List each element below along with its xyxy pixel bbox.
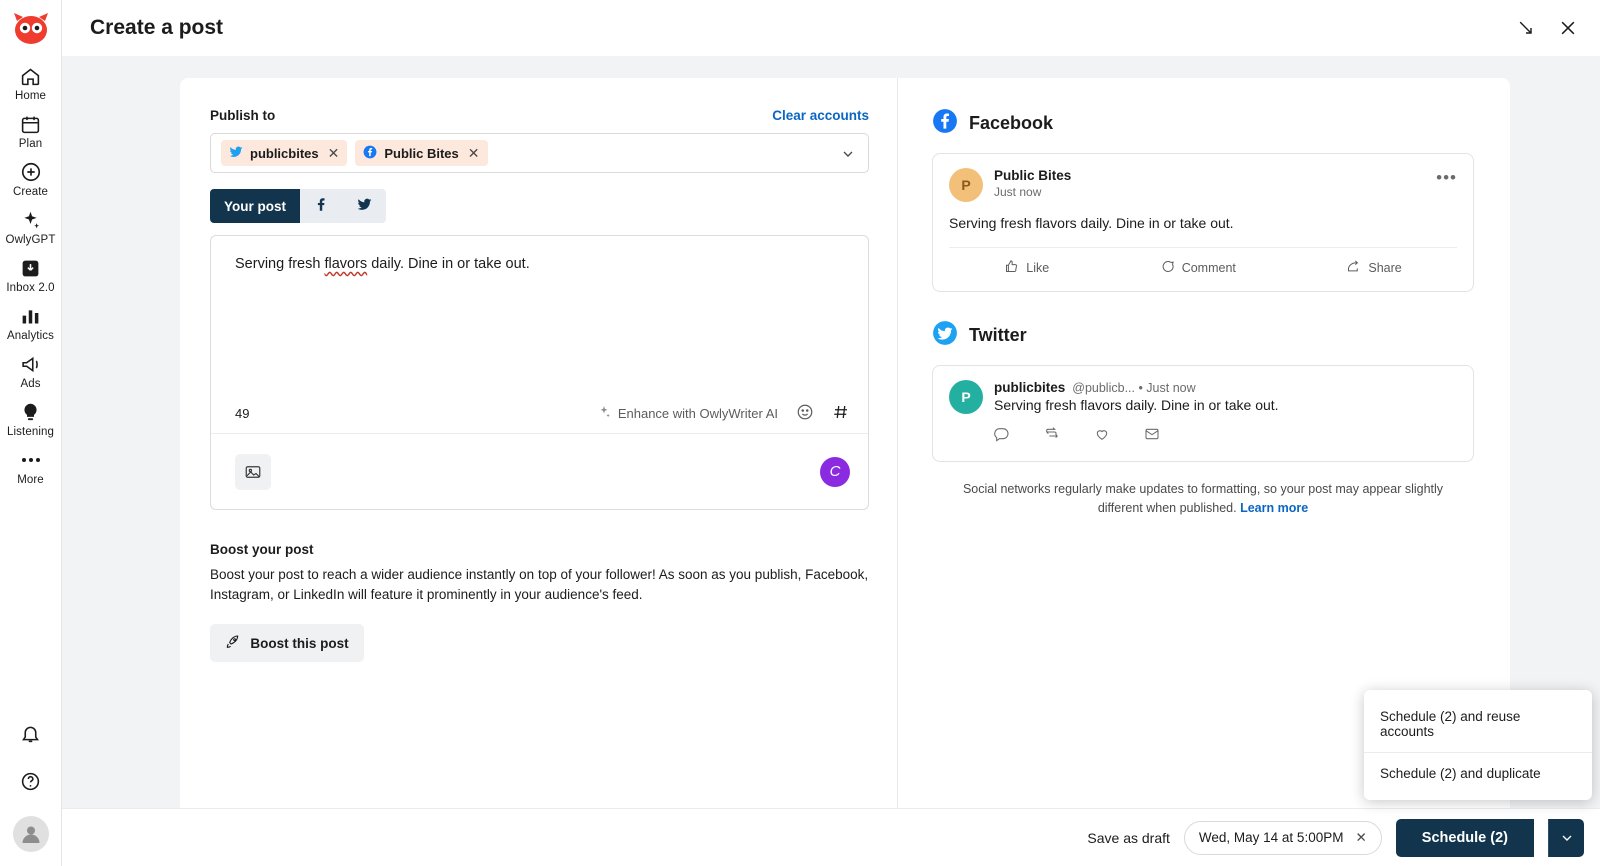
schedule-button[interactable]: Schedule (2) [1396, 819, 1534, 857]
sidebar-item-owlygpt[interactable] [0, 202, 62, 250]
facebook-preview-header [932, 108, 1474, 139]
collapse-arrow-icon[interactable] [1516, 18, 1536, 38]
rocket-icon [225, 634, 241, 653]
schedule-options-toggle[interactable] [1548, 819, 1584, 857]
owly-assistant-icon[interactable]: C [820, 457, 850, 487]
publish-to-label: Publish to [210, 108, 276, 123]
twitter-handle: @publicb... • Just now [1072, 381, 1196, 395]
facebook-action-label: Share [1368, 261, 1402, 275]
twitter-label: Twitter [969, 325, 1027, 345]
enhance-with-owlywriter-button[interactable] [597, 405, 778, 422]
facebook-post-header [949, 168, 1457, 202]
twitter-icon [357, 197, 372, 215]
sidebar-item-listening[interactable] [0, 394, 62, 442]
message-icon[interactable] [1144, 426, 1160, 447]
sidebar-item-label: Create [12, 186, 49, 198]
facebook-icon [314, 197, 329, 215]
character-count: 49 [235, 405, 250, 421]
boost-description: Boost your post to reach a wider audience instantly on top of your follower! As soon as you publish, Facebook, Instagram, or LinkedIn will feature it prominently in your audience's feed. [210, 567, 869, 602]
sidebar-item-label: Listening [7, 426, 54, 438]
image-icon[interactable] [235, 454, 271, 490]
close-icon[interactable]: ✕ [1355, 829, 1367, 845]
user-avatar-icon[interactable] [13, 816, 49, 852]
post-text-part-a: Serving fresh [235, 256, 325, 272]
page-title: Create a post [90, 16, 224, 39]
accounts-select[interactable] [210, 133, 869, 173]
menu-item-schedule-reuse[interactable]: Schedule (2) and reuse accounts [1380, 709, 1521, 739]
account-chip-facebook[interactable] [355, 140, 487, 166]
window-header [62, 0, 1600, 56]
facebook-preview-card [932, 153, 1474, 292]
avatar: P [949, 168, 983, 202]
thumbs-up-icon [1004, 259, 1019, 277]
bar-chart-icon [20, 305, 41, 327]
post-textarea[interactable] [211, 236, 868, 393]
retweet-icon[interactable] [1044, 426, 1060, 447]
twitter-preview-card [932, 365, 1474, 462]
sidebar [0, 0, 62, 866]
emoji-icon[interactable] [796, 403, 814, 424]
boost-title: Boost your post [210, 542, 314, 557]
ellipsis-icon[interactable]: ••• [1436, 168, 1457, 187]
post-editor[interactable] [210, 235, 869, 510]
sidebar-item-label: Analytics [7, 330, 54, 342]
ellipsis-icon [20, 449, 42, 471]
editor-toolbar [211, 393, 868, 433]
heart-icon[interactable] [1094, 426, 1110, 447]
bell-icon[interactable] [20, 723, 41, 749]
chevron-down-icon[interactable] [840, 146, 856, 167]
clear-accounts-button[interactable]: Clear accounts [772, 108, 869, 123]
schedule-time-pill[interactable] [1184, 821, 1382, 855]
menu-item-schedule-duplicate[interactable]: Schedule (2) and duplicate [1380, 766, 1541, 781]
sidebar-bottom [0, 712, 62, 866]
footer-bar [62, 808, 1600, 866]
tab-label: Your post [224, 198, 286, 214]
twitter-icon [932, 320, 958, 351]
enhance-label: Enhance with OwlyWriter AI [617, 405, 778, 421]
learn-more-link[interactable]: Learn more [1240, 501, 1309, 516]
composer-panel [180, 78, 898, 808]
facebook-post-body: Serving fresh flavors daily. Dine in or take out. [949, 215, 1234, 231]
avatar: P [949, 380, 983, 414]
facebook-author-block [994, 168, 1071, 199]
post-text-part-b: daily. Dine in or take out. [367, 256, 530, 272]
sidebar-item-label: Home [14, 90, 47, 102]
facebook-action-label: Comment [1181, 261, 1236, 275]
facebook-icon [932, 108, 958, 139]
share-icon [1346, 259, 1361, 277]
save-as-draft-button[interactable]: Save as draft [1087, 829, 1170, 846]
facebook-comment-button[interactable] [1160, 259, 1236, 277]
account-chip-label: Public Bites [384, 145, 459, 161]
preview-tabs [210, 189, 386, 223]
post-card [180, 78, 1510, 808]
sparkles-icon [20, 209, 41, 231]
megaphone-icon [20, 353, 42, 375]
close-icon[interactable] [1558, 18, 1578, 38]
sidebar-item-label: Ads [20, 378, 41, 390]
home-icon [20, 65, 41, 87]
close-icon[interactable]: ✕ [467, 144, 480, 161]
boost-this-post-button[interactable] [210, 624, 364, 662]
sidebar-item-inbox[interactable] [0, 250, 62, 298]
twitter-actions [994, 426, 1457, 447]
facebook-label: Facebook [969, 113, 1054, 133]
reply-icon[interactable] [994, 426, 1010, 447]
schedule-time-label: Wed, May 14 at 5:00PM [1198, 830, 1344, 845]
sidebar-item-create[interactable] [0, 154, 62, 202]
lightbulb-icon [20, 401, 41, 423]
sidebar-item-label: More [17, 474, 44, 486]
editor-media-bar [211, 433, 868, 509]
schedule-options-menu [1364, 690, 1592, 800]
close-icon[interactable]: ✕ [327, 144, 340, 161]
tab-your-post[interactable] [210, 189, 300, 223]
plus-circle-icon [20, 161, 42, 183]
sidebar-item-label: OwlyGPT [5, 234, 56, 246]
twitter-author: publicbites [994, 380, 1066, 395]
sidebar-item-plan[interactable] [0, 106, 62, 154]
account-chip-label: publicbites [250, 145, 319, 161]
sidebar-item-home[interactable] [0, 58, 62, 106]
sidebar-item-label: Plan [18, 138, 43, 150]
facebook-icon [363, 145, 377, 162]
editor-tool-group [597, 403, 850, 424]
hashtag-icon[interactable] [832, 403, 850, 424]
post-text-misspelled: flavors [324, 256, 368, 272]
facebook-author: Public Bites [994, 168, 1072, 183]
twitter-icon [229, 145, 243, 162]
facebook-like-button[interactable] [1004, 259, 1049, 277]
account-chip-twitter[interactable] [221, 140, 347, 166]
twitter-author-row [994, 380, 1457, 395]
publish-to-row [210, 108, 869, 123]
twitter-preview-header [932, 320, 1474, 351]
facebook-timestamp: Just now [994, 185, 1042, 199]
calendar-icon [20, 113, 41, 135]
formatting-note-text: Social networks regularly make updates to formatting, so your post may appear slightly different when published. [962, 482, 1444, 516]
twitter-post [949, 380, 1457, 447]
inbox-download-icon [20, 257, 41, 279]
twitter-post-content [994, 380, 1457, 447]
sidebar-item-ads[interactable] [0, 346, 62, 394]
facebook-share-button[interactable] [1346, 259, 1401, 277]
help-circle-icon[interactable] [20, 771, 41, 797]
sparkles-icon [597, 405, 611, 422]
facebook-actions [949, 247, 1457, 277]
sidebar-item-analytics[interactable] [0, 298, 62, 346]
twitter-post-body: Serving fresh flavors daily. Dine in or take out. [994, 397, 1279, 413]
facebook-action-label: Like [1026, 261, 1050, 275]
sidebar-item-label: Inbox 2.0 [6, 282, 55, 294]
formatting-note [932, 480, 1474, 519]
tab-twitter[interactable] [343, 189, 386, 223]
comment-icon [1160, 259, 1175, 277]
tab-facebook[interactable] [300, 189, 343, 223]
owl-logo-icon[interactable] [11, 8, 51, 48]
sidebar-item-more[interactable] [0, 442, 62, 490]
boost-button-label: Boost this post [250, 635, 349, 651]
